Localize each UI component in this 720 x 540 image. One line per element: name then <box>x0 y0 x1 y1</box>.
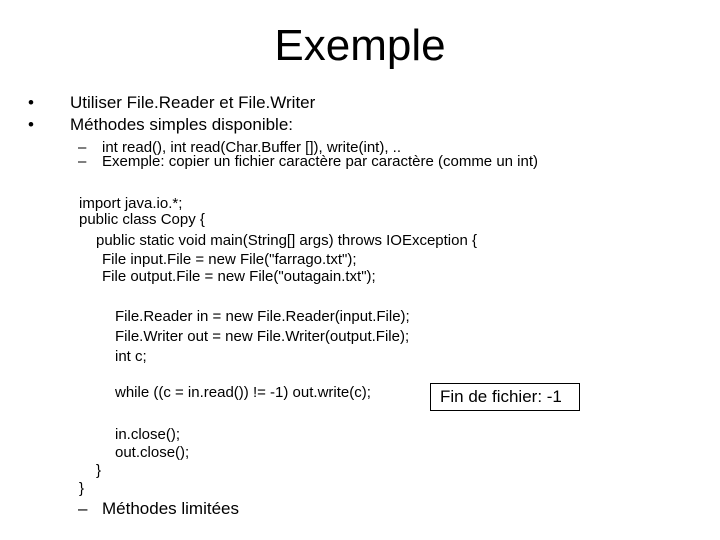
code-line: public static void main(String[] args) throws IOException { <box>96 232 477 249</box>
bullet-text: Utiliser File.Reader et File.Writer <box>70 93 316 112</box>
code-line: File.Writer out = new File.Writer(output.File); <box>115 328 410 345</box>
eof-note-box: Fin de fichier: -1 <box>430 383 580 411</box>
sub-bullet-text: Exemple: copier un fichier caractère par caractère (comme un int) <box>102 153 539 170</box>
code-line: public class Copy { <box>79 211 205 228</box>
code-line: } <box>79 480 85 497</box>
sub-bullet-marker: – <box>78 153 87 170</box>
code-line: in.close(); <box>115 426 181 443</box>
sub-bullet-marker: – <box>78 139 87 156</box>
bullet-marker: • <box>28 93 34 112</box>
code-line: File input.File = new File("farrago.txt"); <box>102 251 357 268</box>
sub-bullet-text: int read(), int read(Char.Buffer []), write(int), .. <box>102 139 401 156</box>
last-bullet-text: Méthodes limitées <box>102 499 240 518</box>
code-line: while ((c = in.read()) != -1) out.write(c); <box>115 384 371 401</box>
code-line: import java.io.*; <box>79 195 183 212</box>
slide-title: Exemple <box>274 21 446 70</box>
code-line: } <box>96 462 102 479</box>
bullet-text: Méthodes simples disponible: <box>70 115 294 134</box>
code-line: out.close(); <box>115 444 190 461</box>
code-line: int c; <box>115 348 147 365</box>
code-line: File.Reader in = new File.Reader(input.File); <box>115 308 410 325</box>
last-bullet-marker: – <box>78 499 88 518</box>
code-line: File output.File = new File("outagain.txt"); <box>102 268 376 285</box>
bullet-marker: • <box>28 115 34 134</box>
